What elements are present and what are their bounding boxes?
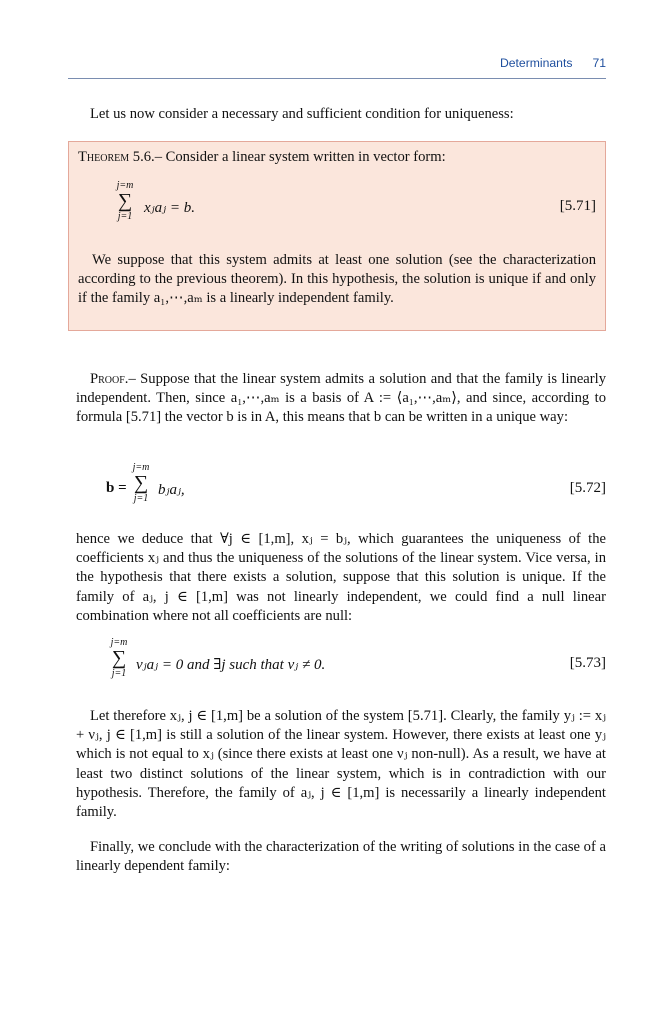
- intro-paragraph: [76, 105, 606, 124]
- theorem-statement: [78, 148, 596, 167]
- proof-label: Proof.: [90, 371, 129, 387]
- proof-dash: –: [128, 371, 136, 387]
- sum-symbol: [128, 462, 154, 504]
- paragraph-2: [76, 530, 606, 626]
- proof-paragraph: [76, 370, 606, 428]
- theorem-number: 5.6.–: [132, 149, 162, 165]
- sum-lower-limit: j=1: [117, 211, 133, 222]
- proof-text: [76, 370, 606, 428]
- theorem-statement-text: Consider a linear system written in vector form:: [165, 149, 446, 165]
- theorem-box: [68, 141, 606, 331]
- equation-5-72: [76, 462, 606, 518]
- equation-rhs: bⱼaⱼ,: [158, 482, 185, 498]
- intro-text: Let us now consider a necessary and sufficient condition for uniqueness:: [90, 106, 514, 122]
- sigma-glyph: ∑: [117, 190, 133, 212]
- sum-lower-limit: j=1: [111, 668, 127, 679]
- paragraph-4: [76, 838, 606, 876]
- sum-symbol: [112, 180, 138, 222]
- sum-symbol: [106, 637, 132, 679]
- equation-number: [5.71]: [559, 198, 596, 214]
- paragraph-2-text: hence we deduce that ∀j ∈ [1,m], xⱼ = bⱼ, which guarantees the uniqueness of the coefficients xⱼ and thus the uniqueness of the solutions of the linear system. Vice versa, in the hypothesis that there exists a solution, suppose that this solution is unique. If the family of aⱼ, j ∈ [1,m] was not linearly independent, we could find a null linear combination where not all coefficients are null:: [76, 531, 606, 624]
- paragraph-3-text: Let therefore xⱼ, j ∈ [1,m] be a solution of the system [5.71]. Clearly, the family yⱼ := xⱼ + νⱼ, j ∈ [1,m] is still a solution of the linear system. However, there exists at least one yⱼ which is not equal to xⱼ (since there exists at least one νⱼ non-null). As a result, we have at least two distinct solutions of the linear system, which is in contradiction with our hypothesis. Therefore, the family of aⱼ, j ∈ [1,m] is necessarily a linearly independent family.: [76, 708, 606, 821]
- sum-upper-limit: j=m: [116, 180, 134, 191]
- equation-5-73: [76, 637, 606, 693]
- sigma-glyph: ∑: [133, 472, 149, 494]
- paragraph-3: [76, 707, 606, 822]
- sum-lower-limit: j=1: [133, 493, 149, 504]
- paragraph-4-text: Finally, we conclude with the characterization of the writing of solutions in the case of a linearly dependent family:: [76, 839, 606, 875]
- equation-5-71: [78, 180, 596, 236]
- equation-body: νⱼaⱼ = 0 and ∃j such that νⱼ ≠ 0.: [136, 657, 326, 673]
- theorem-body: We suppose that this system admits at least one solution (see the characterization according to the previous theorem). In this hypothesis, the solution is unique if and only if the family a₁,⋯,aₘ is a linearly independent family.: [78, 252, 596, 307]
- sum-upper-limit: j=m: [110, 637, 128, 648]
- running-header: [68, 56, 606, 79]
- equation-body: xⱼaⱼ = b.: [144, 200, 195, 216]
- sigma-glyph: ∑: [111, 647, 127, 669]
- equation-lhs: b =: [106, 480, 127, 496]
- equation-number: [5.73]: [569, 655, 606, 671]
- sum-upper-limit: j=m: [132, 462, 150, 473]
- proof-body: Suppose that the linear system admits a solution and that the family is linearly independent. Then, since a₁,⋯,aₘ is a basis of A := ⟨a₁,⋯,aₘ⟩, and since, according to formula [5.71] the vector b is in A, this means that b can be written in a unique way:: [76, 371, 606, 426]
- page-number: 71: [592, 56, 606, 70]
- equation-number: [5.72]: [569, 480, 606, 496]
- theorem-label: Theorem: [78, 149, 130, 165]
- chapter-title: Determinants: [499, 56, 573, 70]
